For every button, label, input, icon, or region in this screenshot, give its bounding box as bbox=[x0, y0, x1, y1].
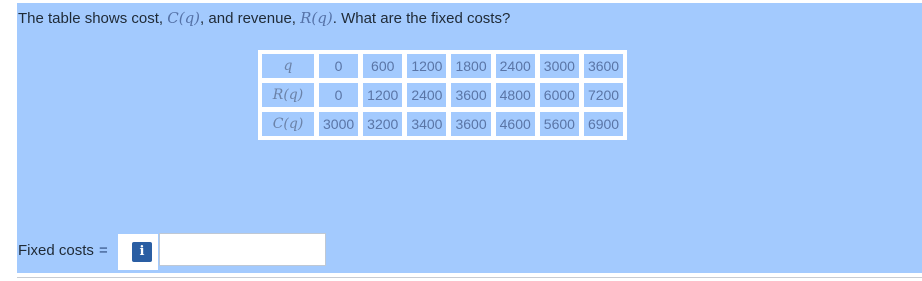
info-icon[interactable]: i bbox=[132, 242, 152, 262]
cost-symbol: C(q) bbox=[167, 9, 201, 27]
question-suffix: . What are the fixed costs? bbox=[332, 10, 511, 27]
fixed-costs-label: Fixed costs bbox=[18, 242, 94, 259]
table-cell: 3600 bbox=[450, 111, 491, 137]
row-header: R(q) bbox=[261, 82, 315, 108]
table-cell: 3000 bbox=[318, 111, 359, 137]
row-header: q bbox=[261, 53, 315, 79]
table-cell: 3200 bbox=[362, 111, 403, 137]
table-cell: 4600 bbox=[495, 111, 536, 137]
fixed-costs-input[interactable] bbox=[159, 233, 326, 266]
table-cell: 3400 bbox=[406, 111, 447, 137]
revenue-symbol: R(q) bbox=[300, 9, 333, 27]
question-middle: , and revenue, bbox=[200, 10, 301, 27]
table-cell: 7200 bbox=[583, 82, 624, 108]
divider bbox=[17, 277, 922, 278]
row-header: C(q) bbox=[261, 111, 315, 137]
question-prefix: The table shows cost, bbox=[18, 10, 168, 27]
table-cell: 6900 bbox=[583, 111, 624, 137]
table-cell: 4800 bbox=[495, 82, 536, 108]
table-cell: 0 bbox=[318, 53, 359, 79]
table-cell: 1800 bbox=[450, 53, 491, 79]
table-cell: 2400 bbox=[495, 53, 536, 79]
equals-sign: = bbox=[99, 242, 108, 259]
table-cell: 3600 bbox=[450, 82, 491, 108]
table-cell: 5600 bbox=[539, 111, 580, 137]
table-cell: 1200 bbox=[362, 82, 403, 108]
table-row bbox=[261, 53, 624, 79]
question-text bbox=[18, 9, 510, 27]
table-cell: 6000 bbox=[539, 82, 580, 108]
table-cell: 3600 bbox=[583, 53, 624, 79]
table-row bbox=[261, 111, 624, 137]
cost-revenue-table bbox=[258, 50, 627, 140]
table-cell: 600 bbox=[362, 53, 403, 79]
table-cell: 0 bbox=[318, 82, 359, 108]
table-row bbox=[261, 82, 624, 108]
table-cell: 1200 bbox=[406, 53, 447, 79]
table-cell: 2400 bbox=[406, 82, 447, 108]
table-cell: 3000 bbox=[539, 53, 580, 79]
